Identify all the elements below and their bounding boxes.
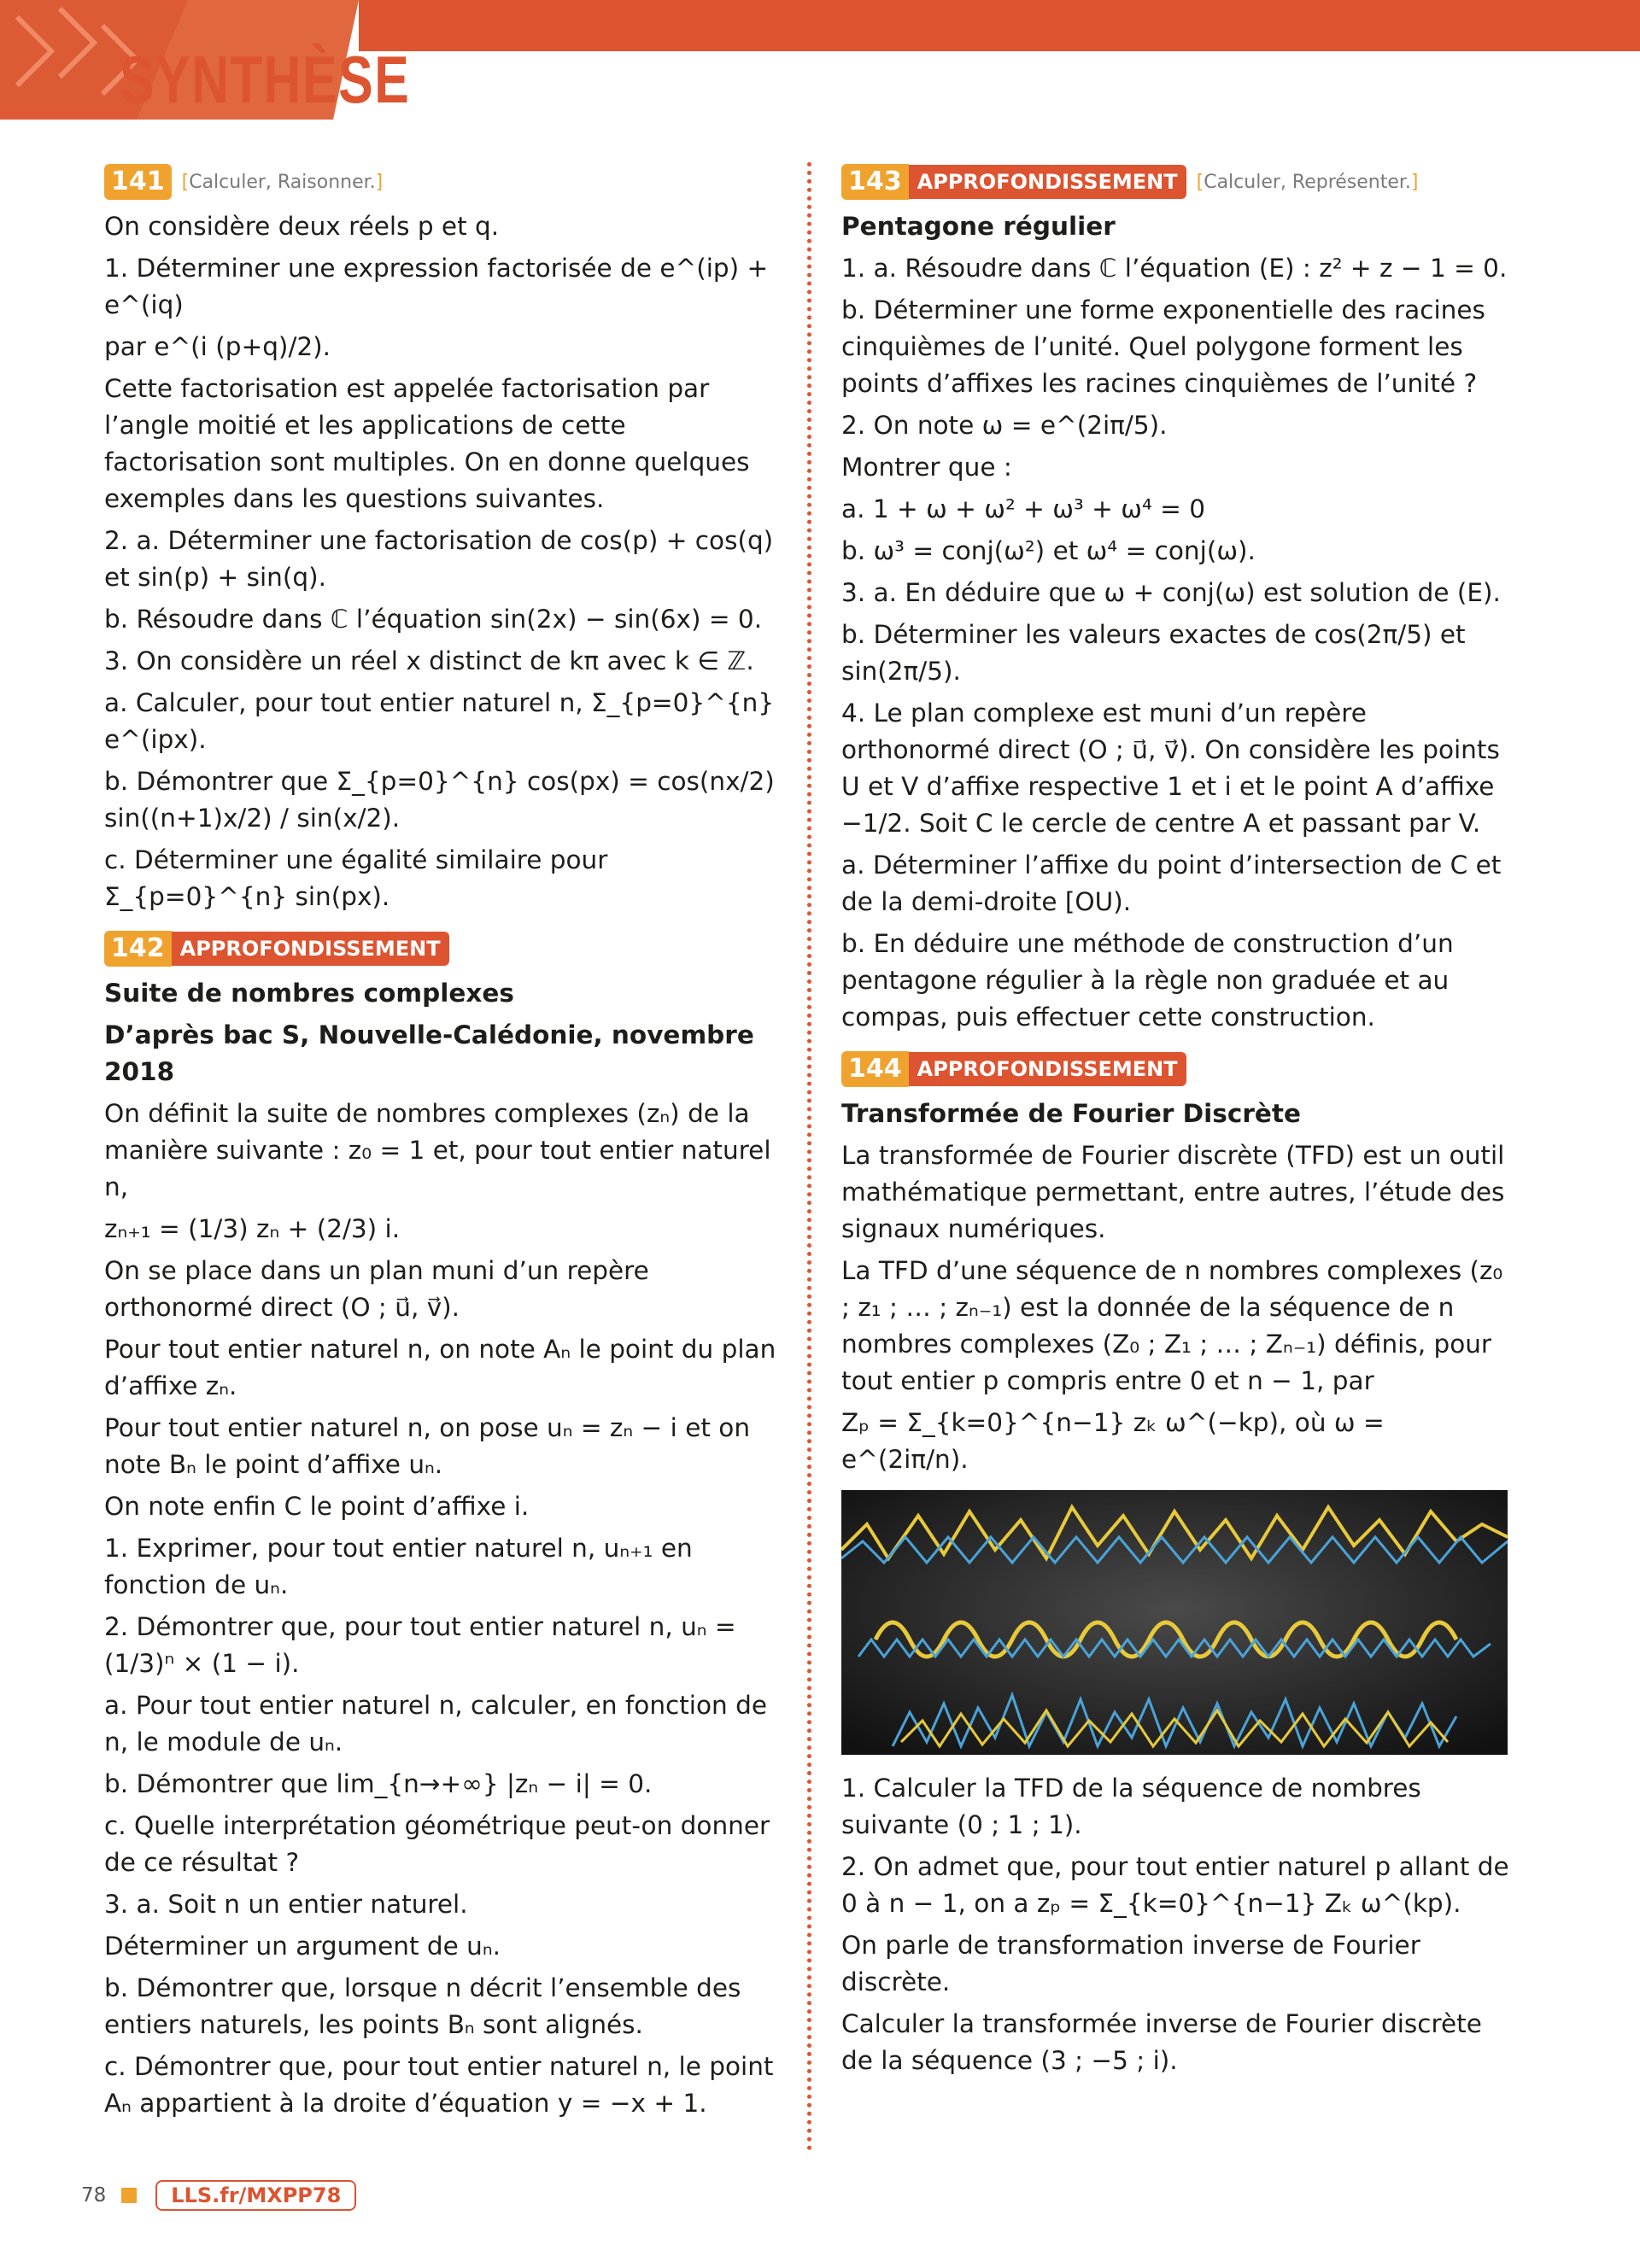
- ex143-line-9: a. Déterminer l’affixe du point d’intersection de C et de la demi-droite [OU).: [841, 850, 1502, 916]
- exercise-143: [841, 164, 1516, 1036]
- page-footer: [81, 2180, 356, 2211]
- ex142-line-9: b. Démontrer que lim_{n→+∞} |zₙ − i| = 0.: [104, 1769, 653, 1798]
- column-divider: [807, 162, 811, 2152]
- ex144-line-4: 2. On admet que, pour tout entier naturel p allant de 0 à n − 1, on a zₚ = Σ_{k=0}^{n−1} Zₖ ω^(kp).: [841, 1852, 1509, 1918]
- ex142-line-5: On note enfin C le point d’affixe i.: [104, 1492, 530, 1521]
- ex144-line-2: Zₚ = Σ_{k=0}^{n−1} zₖ ω^(−kp), où ω = e^(2iπ/n).: [841, 1408, 1385, 1474]
- ex143-line-1: b. Déterminer une forme exponentielle des racines cinquièmes de l’unité. Quel polygone forment les points d’affixes les racines cinquièmes de l’unité ?: [841, 295, 1485, 398]
- ex143-line-2: 2. On note ω = e^(2iπ/5).: [841, 411, 1168, 440]
- ex144-line-0: La transformée de Fourier discrète (TFD) est un outil mathématique permettant, entre autres, l’étude des signaux numériques.: [841, 1141, 1505, 1243]
- exercise-tag: APPROFONDISSEMENT: [909, 165, 1186, 199]
- ex141-line-5: b. Résoudre dans ℂ l’équation sin(2x) − sin(6x) = 0.: [104, 605, 763, 634]
- ex142-line-6: 1. Exprimer, pour tout entier naturel n, uₙ₊₁ en fonction de uₙ.: [104, 1534, 693, 1599]
- exercise-title: Pentagone régulier: [841, 212, 1116, 241]
- exercise-141-header: [104, 164, 779, 200]
- ex142-line-11: 3. a. Soit n un entier naturel.: [104, 1890, 468, 1919]
- ex141-line-6: 3. On considère un réel x distinct de kπ avec k ∈ ℤ.: [104, 646, 754, 675]
- ex142-line-2: On se place dans un plan muni d’un repère orthonormé direct (O ; u⃗, v⃗).: [104, 1256, 649, 1322]
- page-title: SYNTHÈSE: [120, 42, 411, 117]
- exercise-143-header: [841, 164, 1516, 200]
- header-bar: [359, 0, 1640, 51]
- ex143-line-8: 4. Le plan complexe est muni d’un repère orthonormé direct (O ; u⃗, v⃗). On considère les points U et V d’affixe respective 1 et i et le point A d’affixe −1/2. Soit C le cercle de centre A et passant par V.: [841, 699, 1500, 838]
- ex141-line-7: a. Calculer, pour tout entier naturel n, Σ_{p=0}^{n} e^(ipx).: [104, 688, 775, 754]
- exercise-142: [104, 931, 779, 2122]
- ex143-line-4: a. 1 + ω + ω² + ω³ + ω⁴ = 0: [841, 494, 1206, 523]
- ex143-line-3: Montrer que :: [841, 453, 1012, 482]
- ex144-line-1: La TFD d’une séquence de n nombres complexes (z₀ ; z₁ ; … ; zₙ₋₁) est la donnée de la séquence de n nombres complexes (Z₀ ; Z₁ ; … ; Zₙ₋₁) définis, pour tout entier p compris entre 0 et n − 1, par: [841, 1256, 1503, 1395]
- exercise-subtitle: D’après bac S, Nouvelle-Calédonie, novembre 2018: [104, 1020, 754, 1086]
- ex142-line-0: On définit la suite de nombres complexes (zₙ) de la manière suivante : z₀ = 1 et, pour tout entier naturel n,: [104, 1099, 771, 1201]
- ex142-line-10: c. Quelle interprétation géométrique peut-on donner de ce résultat ?: [104, 1811, 770, 1877]
- ex144-line-3: 1. Calculer la TFD de la séquence de nombres suivante (0 ; 1 ; 1).: [841, 1774, 1421, 1839]
- ex141-line-2: par e^(i (p+q)/2).: [104, 332, 331, 361]
- ex141-line-4: 2. a. Déterminer une factorisation de cos(p) + cos(q) et sin(p) + sin(q).: [104, 526, 774, 592]
- footer-square-icon: [121, 2188, 137, 2203]
- exercise-number: 142: [104, 931, 172, 967]
- exercise-title: Transformée de Fourier Discrète: [841, 1099, 1301, 1128]
- exercise-144-header: [841, 1051, 1516, 1087]
- ex141-line-3: Cette factorisation est appelée factorisation par l’angle moitié et les applications de cette factorisation sont multiples. On en donne quelques exemples dans les questions suivantes.: [104, 374, 750, 513]
- left-column: [104, 164, 779, 2137]
- skills-label: [Calculer, Raisonner.]: [181, 171, 384, 193]
- ex141-line-9: c. Déterminer une égalité similaire pour Σ_{p=0}^{n} sin(px).: [104, 845, 608, 911]
- exercise-142-header: [104, 931, 779, 967]
- exercise-title: Suite de nombres complexes: [104, 979, 514, 1008]
- ex143-line-10: b. En déduire une méthode de construction d’un pentagone régulier à la règle non graduée et au compas, puis effectuer cette construction.: [841, 929, 1454, 1032]
- ex142-line-12: Déterminer un argument de uₙ.: [104, 1932, 501, 1961]
- ex141-line-0: On considère deux réels p et q.: [104, 212, 500, 241]
- ex143-line-7: b. Déterminer les valeurs exactes de cos(2π/5) et sin(2π/5).: [841, 620, 1466, 686]
- ex142-line-4: Pour tout entier naturel n, on pose uₙ = zₙ − i et on note Bₙ le point d’affixe uₙ.: [104, 1413, 751, 1479]
- ex143-line-5: b. ω³ = conj(ω²) et ω⁴ = conj(ω).: [841, 536, 1256, 565]
- ex141-line-8: b. Démontrer que Σ_{p=0}^{n} cos(px) = cos(nx/2) sin((n+1)x/2) / sin(x/2).: [104, 767, 775, 833]
- ex142-line-3: Pour tout entier naturel n, on note Aₙ le point du plan d’affixe zₙ.: [104, 1335, 776, 1400]
- ex144-line-6: Calculer la transformée inverse de Fourier discrète de la séquence (3 ; −5 ; i).: [841, 2009, 1482, 2075]
- skills-label: [Calculer, Représenter.]: [1196, 171, 1419, 193]
- ex144-line-5: On parle de transformation inverse de Fourier discrète.: [841, 1931, 1420, 1996]
- ex142-line-8: a. Pour tout entier naturel n, calculer, en fonction de n, le module de uₙ.: [104, 1691, 768, 1757]
- exercise-tag: APPROFONDISSEMENT: [172, 932, 449, 966]
- exercise-141: [104, 164, 779, 915]
- exercise-number: 144: [841, 1051, 909, 1087]
- signal-waves-image: [841, 1490, 1508, 1755]
- resource-link[interactable]: LLS.fr/MXPP78: [155, 2180, 356, 2211]
- ex142-line-1: zₙ₊₁ = (1/3) zₙ + (2/3) i.: [104, 1214, 401, 1243]
- exercise-number: 143: [841, 164, 909, 200]
- exercise-tag: APPROFONDISSEMENT: [909, 1052, 1186, 1086]
- page-number: 78: [81, 2184, 107, 2207]
- ex142-line-14: c. Démontrer que, pour tout entier naturel n, le point Aₙ appartient à la droite d’équation y = −x + 1.: [104, 2052, 774, 2118]
- exercise-144: [841, 1051, 1516, 2079]
- ex143-line-0: 1. a. Résoudre dans ℂ l’équation (E) : z² + z − 1 = 0.: [841, 254, 1508, 283]
- ex143-line-6: 3. a. En déduire que ω + conj(ω) est solution de (E).: [841, 578, 1501, 607]
- ex142-line-13: b. Démontrer que, lorsque n décrit l’ensemble des entiers naturels, les points Bₙ sont alignés.: [104, 1973, 741, 2039]
- ex141-line-1: 1. Déterminer une expression factorisée de e^(ip) + e^(iq): [104, 254, 769, 319]
- exercise-number: 141: [104, 164, 172, 200]
- right-column: [841, 164, 1516, 2095]
- ex142-line-7: 2. Démontrer que, pour tout entier naturel n, uₙ = (1/3)ⁿ × (1 − i).: [104, 1612, 736, 1678]
